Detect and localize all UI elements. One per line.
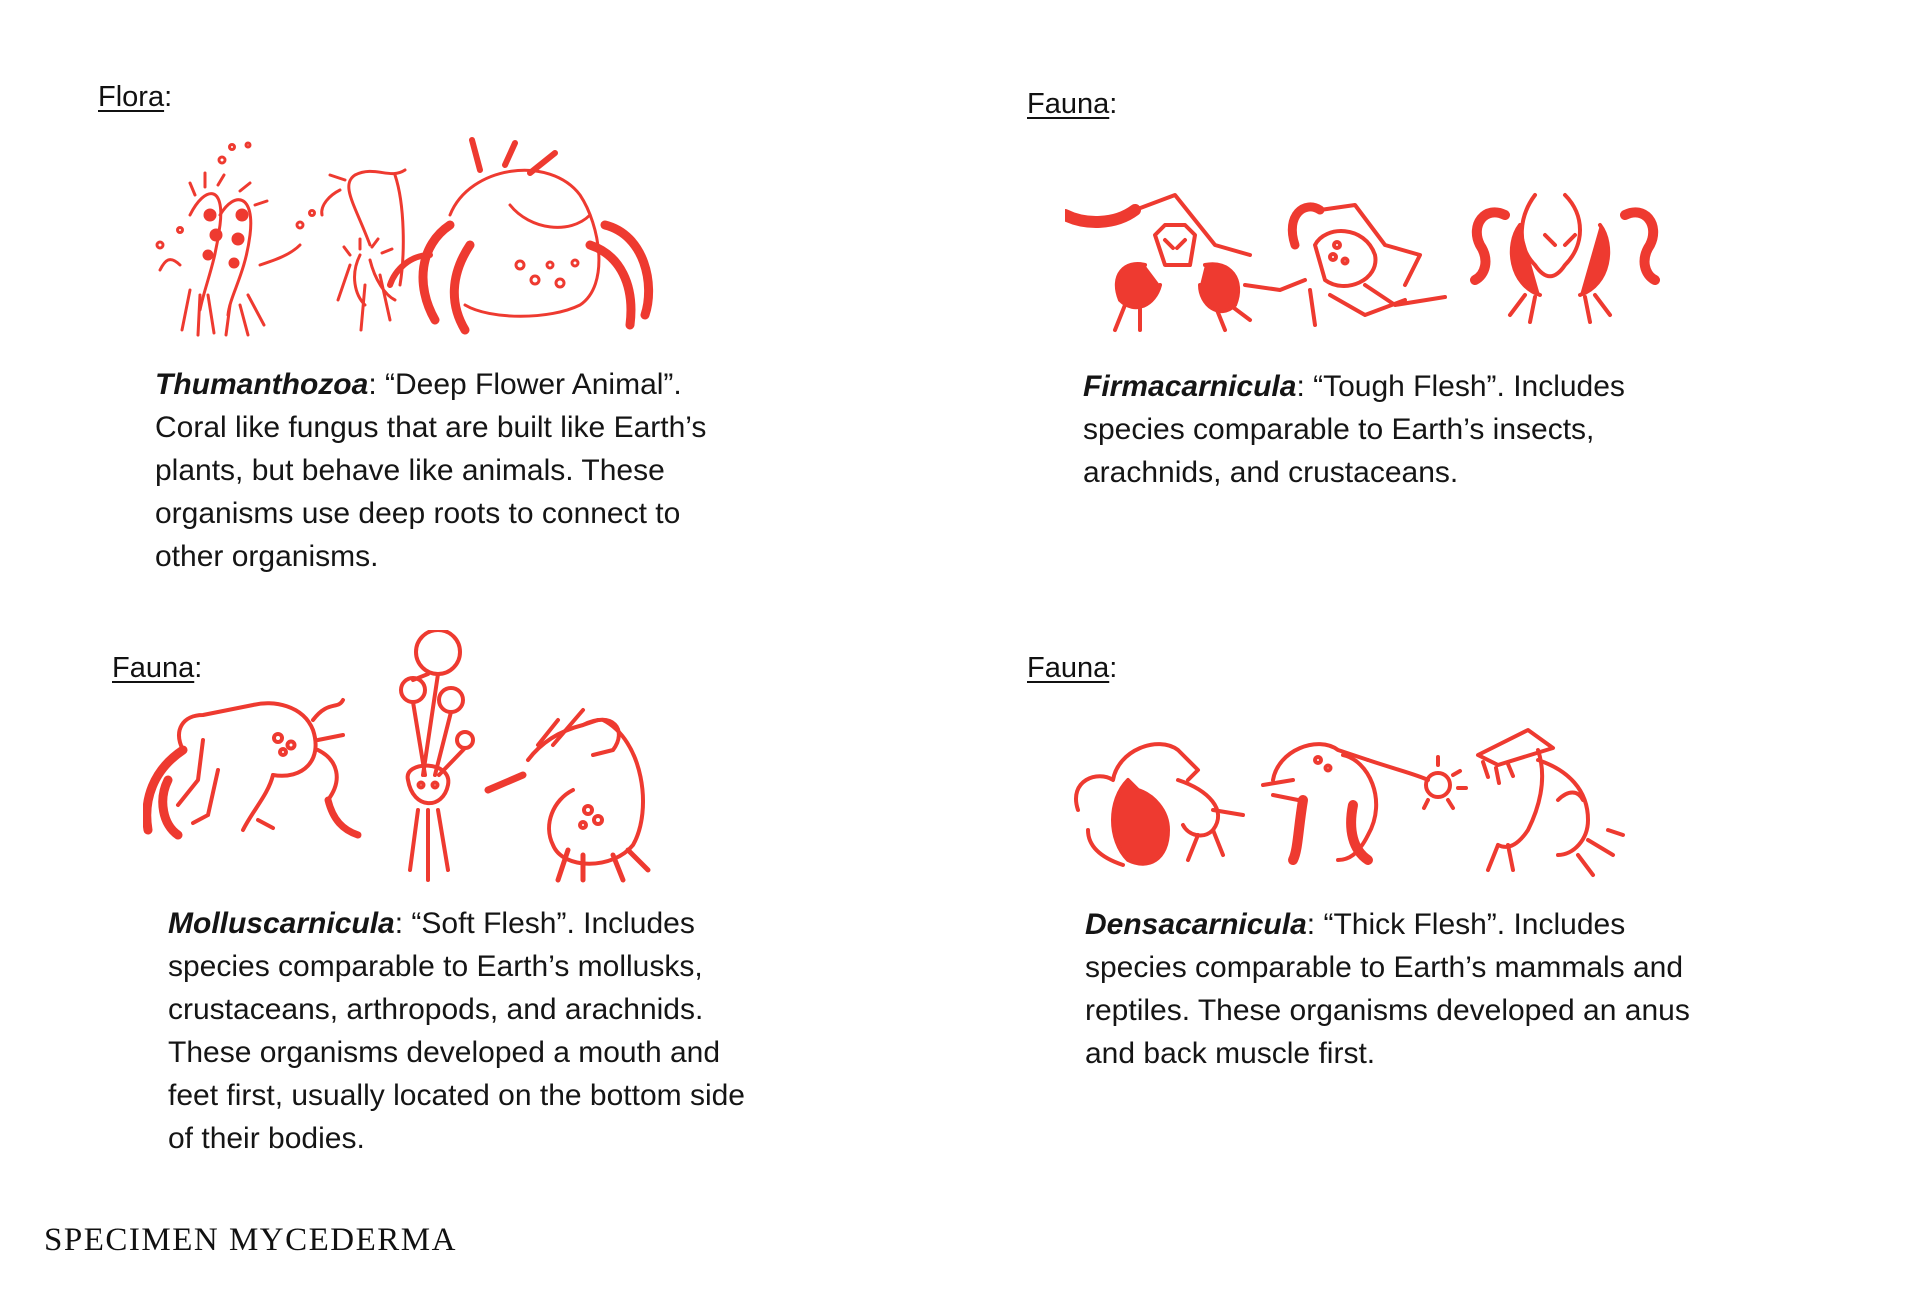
mammal-reptile-creatures-illustration xyxy=(1068,720,1668,880)
section-label-text: Fauna xyxy=(112,652,195,684)
taxon-name: Molluscarnicula xyxy=(168,907,395,940)
specimen-title: SPECIMEN MYCEDERMA xyxy=(44,1222,457,1258)
densacarnicula-description: Densacarnicula: “Thick Flesh”. Includes species comparable to Earth’s mammals and reptiles. These organisms developed an anus and back muscle first. xyxy=(1085,908,1690,1070)
fauna-label-3: Fauna: xyxy=(1027,652,1118,684)
section-label-text: Fauna xyxy=(1027,88,1110,120)
taxon-name: Thumanthozoa xyxy=(155,368,369,401)
taxon-name: Firmacarnicula xyxy=(1083,370,1297,403)
insect-crustacean-creatures-illustration xyxy=(1065,185,1660,345)
section-label-text: Fauna xyxy=(1027,652,1110,684)
thumanthozoa-description: Thumanthozoa: “Deep Flower Animal”. Coral like fungus that are built like Earth’s plants, but behave like animals. These organisms use deep roots to connect to other organisms. xyxy=(155,368,707,573)
flora-label: Flora: xyxy=(98,81,173,113)
coral-fungus-creatures-illustration xyxy=(150,135,660,345)
mollusk-creatures-illustration xyxy=(143,630,658,885)
section-label-text: Flora xyxy=(98,81,165,113)
firmacarnicula-description: Firmacarnicula: “Tough Flesh”. Includes species comparable to Earth’s insects, arachnids, and crustaceans. xyxy=(1083,370,1625,489)
fauna-label-2: Fauna: xyxy=(112,652,203,684)
fauna-label-1: Fauna: xyxy=(1027,88,1118,120)
taxon-name: Densacarnicula xyxy=(1085,908,1307,941)
molluscarnicula-description: Molluscarnicula: “Soft Flesh”. Includes species comparable to Earth’s mollusks, crustaceans, arthropods, and arachnids. These organisms developed a mouth and feet first, usually located on the bottom side of their bodies. xyxy=(168,907,745,1155)
